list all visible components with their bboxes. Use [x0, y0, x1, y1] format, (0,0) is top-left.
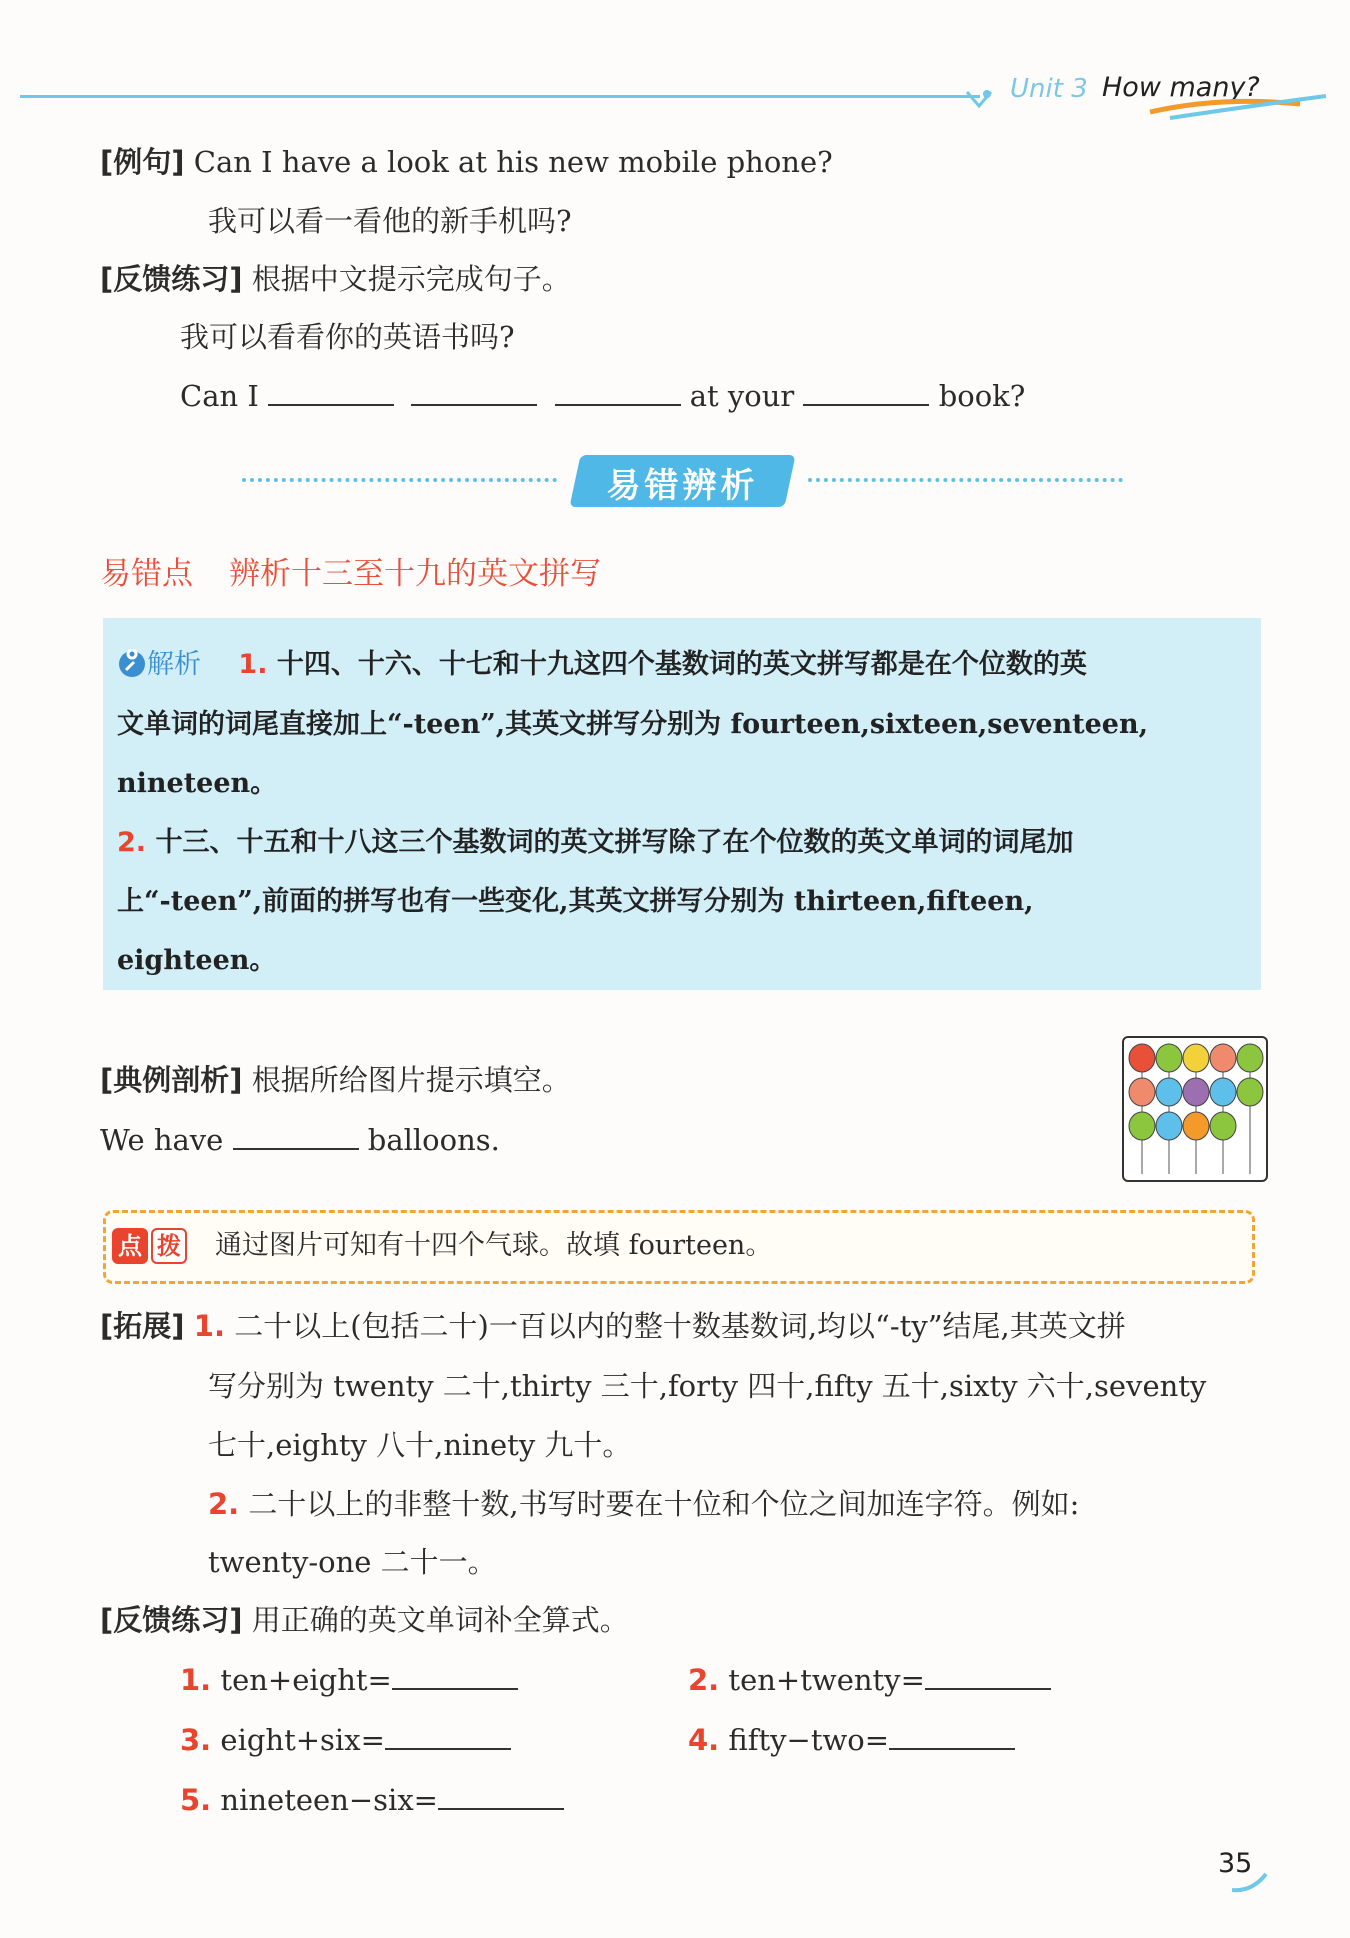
- tip-text: 通过图片可知有十四个气球。故填 fourteen。: [215, 1230, 773, 1261]
- header-arrow-icon: [965, 88, 995, 112]
- balloon: [1156, 1078, 1182, 1106]
- balloon: [1237, 1078, 1263, 1106]
- analysis-p1-line1: 解析 1. 十四、十六、十七和十九这四个基数词的英文拼写都是在个位数的英: [117, 645, 1087, 685]
- extension-line2: 写分别为 twenty 二十,thirty 三十,forty 四十,fifty 五十,sixty 六十,seventy: [208, 1369, 1207, 1403]
- typical-instruction: 根据所给图片提示填空。: [251, 1063, 571, 1097]
- practice2-header: [反馈练习] 用正确的英文单词补全算式。: [100, 1603, 629, 1637]
- balloon: [1183, 1112, 1209, 1140]
- example-row: [例句] Can I have a look at his new mobile phone?: [100, 145, 833, 179]
- practice2-instruction: 用正确的英文单词补全算式。: [251, 1603, 629, 1637]
- answer-blank[interactable]: [925, 1660, 1051, 1690]
- example-label: 例句: [113, 145, 172, 179]
- analysis-p2-line3: eighteen。: [117, 945, 277, 976]
- practice2-item: 3. eight+six=: [180, 1720, 511, 1760]
- practice1-header: [反馈练习] 根据中文提示完成句子。: [100, 262, 571, 296]
- balloon: [1210, 1044, 1236, 1072]
- analysis-p1-line3: nineteen。: [117, 768, 278, 799]
- extension-line4: 2. 二十以上的非整十数,书写时要在十位和个位之间加连字符。例如:: [208, 1487, 1080, 1521]
- balloon: [1210, 1112, 1236, 1140]
- balloon: [1129, 1044, 1155, 1072]
- header-title: How many?: [1102, 72, 1260, 103]
- header-swoosh-icon: [1130, 82, 1330, 122]
- extension-line3: 七十,eighty 八十,ninety 九十。: [208, 1428, 632, 1462]
- banner-dots-right: [808, 478, 1123, 482]
- section-banner-text: 易错辨析: [606, 466, 759, 506]
- practice2-item: 5. nineteen−six=: [180, 1780, 564, 1820]
- practice2-item: 2. ten+twenty=: [688, 1660, 1051, 1700]
- blank-3[interactable]: [555, 376, 681, 406]
- tip-badge: 点 拨: [112, 1228, 190, 1268]
- page-number: 35: [1218, 1848, 1253, 1879]
- balloon: [1183, 1078, 1209, 1106]
- balloon-picture: [1122, 1036, 1268, 1182]
- typical-header: [典例剖析] 根据所给图片提示填空。: [100, 1063, 571, 1097]
- practice1-chinese: 我可以看看你的英语书吗?: [180, 320, 515, 354]
- balloons-illustration: [1124, 1038, 1266, 1180]
- typical-sentence: We have balloons.: [100, 1120, 500, 1160]
- balloon: [1210, 1078, 1236, 1106]
- balloon: [1237, 1044, 1263, 1072]
- typical-blank[interactable]: [233, 1120, 359, 1150]
- blank-1[interactable]: [268, 376, 394, 406]
- extension-line1: [拓展] 1. 二十以上(包括二十)一百以内的整十数基数词,均以“-ty”结尾,其英文拼: [100, 1309, 1126, 1343]
- key-icon: [117, 649, 147, 679]
- practice1-sentence: Can I at your book?: [180, 376, 1025, 416]
- page-swoosh-icon: [1230, 1870, 1270, 1896]
- answer-blank[interactable]: [889, 1720, 1015, 1750]
- extension-label: 拓展: [113, 1309, 172, 1343]
- blank-2[interactable]: [411, 376, 537, 406]
- answer-blank[interactable]: [385, 1720, 511, 1750]
- analysis-p2-line1: 2. 十三、十五和十八这三个基数词的英文拼写除了在个位数的英文单词的词尾加: [117, 827, 1074, 858]
- practice1-label: 反馈练习: [113, 262, 230, 296]
- example-translation: 我可以看一看他的新手机吗?: [208, 204, 572, 238]
- answer-blank[interactable]: [438, 1780, 564, 1810]
- practice2-item: 1. ten+eight=: [180, 1660, 518, 1700]
- practice2-label: 反馈练习: [113, 1603, 230, 1637]
- balloon: [1129, 1078, 1155, 1106]
- header-unit: Unit 3: [1010, 74, 1088, 104]
- blank-4[interactable]: [803, 376, 929, 406]
- practice2-item: 4. fifty−two=: [688, 1720, 1015, 1760]
- practice1-instruction: 根据中文提示完成句子。: [251, 262, 571, 296]
- balloon: [1156, 1112, 1182, 1140]
- balloon: [1183, 1044, 1209, 1072]
- banner-dots-left: [242, 478, 557, 482]
- analysis-p1-line2: 文单词的词尾直接加上“-teen”,其英文拼写分别为 fourteen,sixteen,seventeen,: [117, 709, 1149, 740]
- analysis-p2-line2: 上“-teen”,前面的拼写也有一些变化,其英文拼写分别为 thirteen,fifteen,: [117, 886, 1034, 917]
- analysis-label: 解析: [147, 649, 201, 680]
- example-sentence: Can I have a look at his new mobile phone?: [193, 145, 833, 179]
- header-rule: [20, 95, 980, 98]
- extension-line5: twenty-one 二十一。: [208, 1545, 497, 1579]
- answer-blank[interactable]: [392, 1660, 518, 1690]
- error-point-heading: 易错点 辨析十三至十九的英文拼写: [100, 556, 601, 592]
- typical-label: 典例剖析: [113, 1063, 230, 1097]
- balloon: [1156, 1044, 1182, 1072]
- balloon: [1129, 1112, 1155, 1140]
